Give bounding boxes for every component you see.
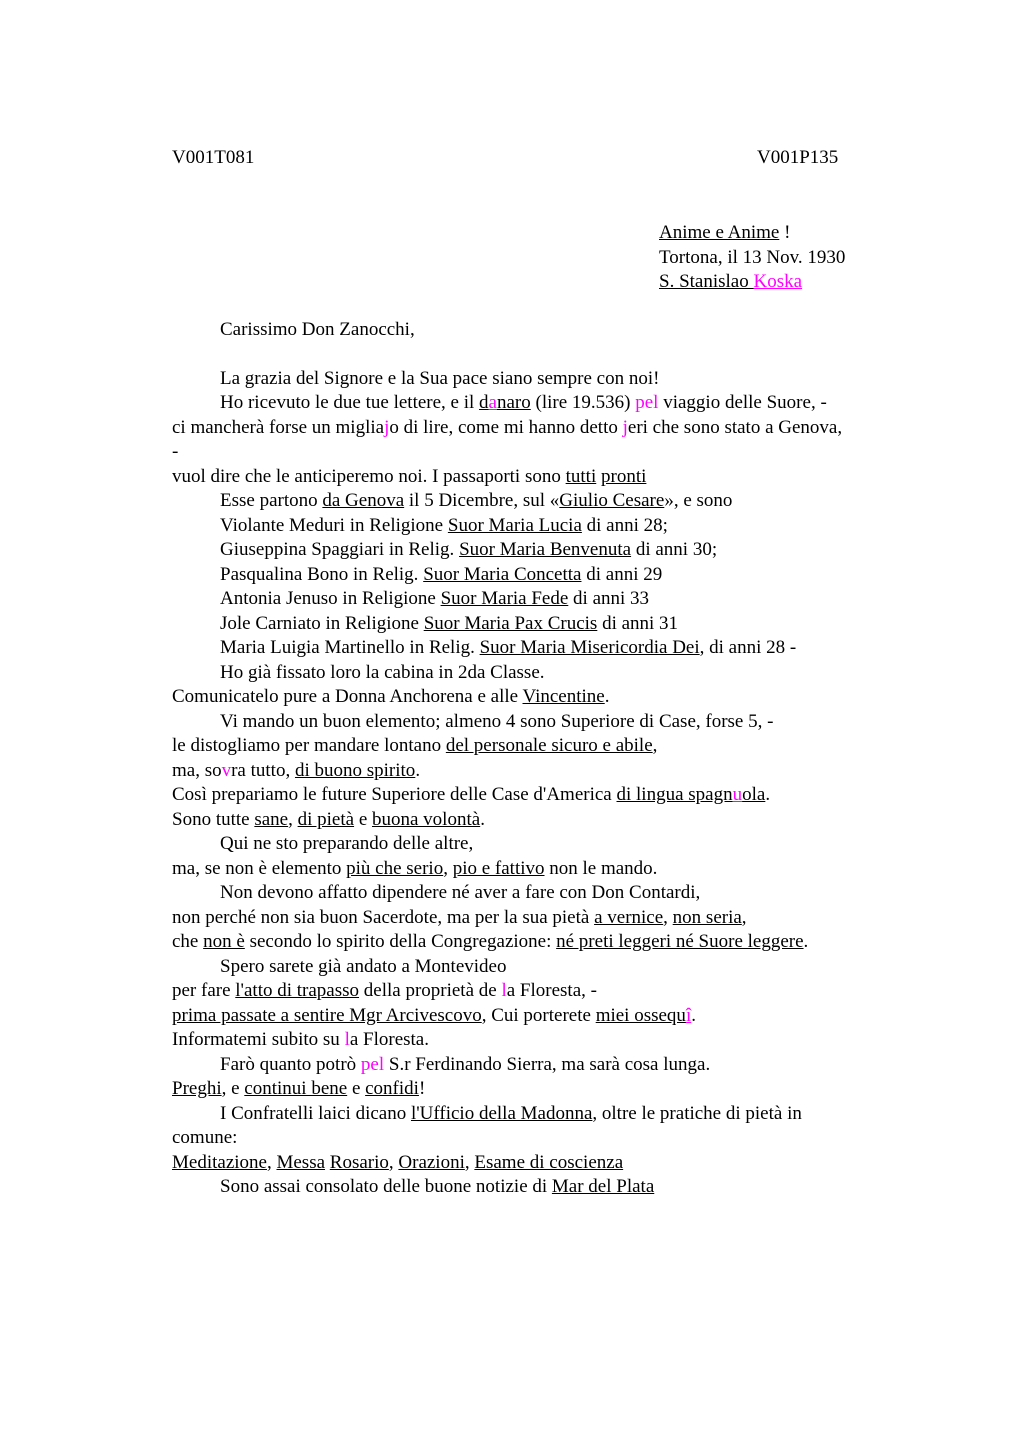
text-segment: o di lire, come mi hanno detto [389,416,623,438]
underlined-text: confidi [365,1078,419,1099]
text-segment: , [288,808,298,830]
text-segment: Comunicatelo pure a Donna Anchorena e alle [172,686,523,707]
letter-line [172,416,932,441]
text-segment: di anni 29 [581,563,663,585]
letter-line [172,661,932,686]
motto-line [659,221,845,246]
underlined-text: di lingua spagn [616,784,733,805]
text-segment: Così prepariamo le future Superiore delle Case d'America [172,784,617,805]
highlighted-text: v [221,759,232,781]
letter-line [172,1175,932,1200]
letter-line [172,930,932,955]
letter-heading [659,221,845,295]
letter-line [172,440,932,465]
motto: Anime e Anime [659,222,780,243]
underlined-text: prima passate a sentire Mgr Arcivescovo [172,1004,482,1026]
text-segment: Giuseppina Spaggiari in Relig. [220,539,460,560]
underlined-text: buona volontà [372,808,481,830]
letter-line [172,514,932,539]
text-segment: non perché non sia buon Sacerdote, ma per la sua pietà [172,906,595,928]
text-segment: , [741,906,747,928]
letter-line [172,1004,932,1029]
underlined-text: Giulio Cesare [559,490,665,511]
text-segment: eri che sono stato a Genova, [627,416,843,438]
underlined-text: a vernice [594,906,664,928]
letter-line [172,465,932,490]
text-segment: Non devono affatto dipendere né aver a fare con Don Contardi, [220,882,701,903]
underlined-text: Meditazione [172,1151,267,1173]
underlined-text: naro [496,392,531,413]
letter-line [172,734,932,759]
letter-body [172,318,932,1200]
text-segment: della proprietà de [359,980,497,1001]
underlined-text: Suor Maria Misericordia Dei [479,637,700,658]
underlined-text: non è [203,931,245,952]
underlined-text: continui bene [244,1078,348,1099]
text-segment: Ho già fissato loro la cabina in 2da Classe. [220,661,545,683]
text-segment: vuol dire che le anticiperemo noi. I passaporti sono [172,465,566,487]
text-segment: e [347,1078,366,1099]
underlined-text: non seria [672,906,742,928]
underlined-text: Suor Maria Concetta [423,563,582,585]
text-segment: , [464,1151,475,1173]
text-segment: a Floresta, - [506,980,597,1001]
text-segment: , [443,857,453,879]
text-segment: Maria Luigia Martinello in Relig. [220,637,480,658]
letter-line [172,636,932,661]
underlined-text: u [732,784,743,805]
text-segment: secondo lo spirito della Congregazione: [244,931,557,952]
saint-name: Koska [753,271,803,292]
underlined-text: pronti [601,465,647,487]
underlined-text: Suor Maria Lucia [447,514,582,536]
underlined-text: î [685,1004,692,1026]
letter-line [172,832,932,857]
text-segment: ma, se non è elemento [172,857,347,879]
letter-line [172,489,932,514]
text-segment: e [354,808,372,830]
text-segment: , e [221,1078,245,1099]
underlined-text: più che serio [346,857,444,879]
letter-line [172,783,932,808]
letter-line [172,710,932,735]
text-segment: Qui ne sto preparando delle altre, [220,833,474,854]
underlined-text: del personale sicuro e abile [445,735,653,756]
text-segment: di anni 33 [568,588,650,609]
text-segment: . [765,784,771,805]
text-segment: Sono tutte [172,808,255,830]
motto-mark: ! [779,222,791,243]
underlined-text: di pietà [297,808,355,830]
letter-line [172,391,932,416]
underlined-text: l'Ufficio della Madonna [410,1102,593,1124]
text-segment: Informatemi subito su [172,1029,345,1050]
underlined-text: miei ossequ [595,1004,686,1026]
text-segment: , di anni 28 - [699,637,797,658]
letter-line [172,367,932,392]
underlined-text: d [479,392,489,413]
place-date: Tortona, il 13 Nov. 1930 [659,246,846,268]
text-segment: Farò quanto potrò [220,1053,361,1075]
underlined-text: Preghi [172,1078,222,1099]
text-segment: che [172,931,204,952]
text-segment: il 5 Dicembre, sul « [404,490,560,511]
text-segment: , Cui porterete [481,1004,596,1026]
text-segment: . [691,1004,696,1026]
highlighted-text: pel [635,392,659,413]
text-segment: di anni 28; [581,514,668,536]
text-segment: Ho ricevuto le due tue lettere, e il [220,392,480,413]
letter-line [172,563,932,588]
text-segment: Sono assai consolato delle buone notizie di [220,1176,552,1197]
text-segment: La grazia del Signore e la Sua pace siano sempre con noi! [220,367,660,389]
underlined-text: pio e fattivo [452,857,545,879]
underlined-text: ola [742,784,766,805]
underlined-text: Rosario [329,1151,389,1173]
letter-line [172,1053,932,1078]
text-segment: , [652,735,658,756]
text-segment: . [604,686,610,707]
underlined-text: Suor Maria Benvenuta [459,539,632,560]
letter-line [172,1126,932,1151]
text-segment: , oltre le pratiche di pietà in [592,1102,802,1124]
text-segment: comune: [172,1127,238,1148]
text-segment: per fare [172,980,236,1001]
text-segment: S.r Ferdinando Sierra, ma sarà cosa lunga. [384,1053,711,1075]
letter-line [172,1028,932,1053]
underlined-text: Vincentine [522,686,605,707]
highlighted-text: l [344,1029,350,1050]
underlined-text: Messa [276,1151,326,1173]
text-segment: ci mancherà forse un miglia [172,416,385,438]
text-segment: Spero sarete già andato a Montevideo [220,955,507,977]
saint-line [659,270,845,295]
text-segment: Antonia Jenuso in Religione [220,588,441,609]
document-code: V001T081 [172,147,255,168]
underlined-text: Esame di coscienza [474,1151,624,1173]
text-segment: di anni 31 [597,612,679,634]
letter-line [172,318,932,343]
letter-line [172,881,932,906]
text-segment: , [663,906,673,928]
underlined-text: né preti leggeri né Suore leggere [556,931,804,952]
letter-line [172,1077,932,1102]
text-segment: Jole Carniato in Religione [220,612,424,634]
text-segment: . [803,931,809,952]
letter-line [172,979,932,1004]
text-segment: . [480,808,485,830]
paragraph-gap [172,343,932,367]
letter-line [172,808,932,833]
text-segment: Pasqualina Bono in Relig. [220,563,424,585]
text-segment: Carissimo Don Zanocchi, [220,319,415,340]
underlined-text: Suor Maria Pax Crucis [423,612,598,634]
underlined-text: a [488,392,497,413]
text-segment: (lire 19.536) [530,392,636,413]
letter-line [172,906,932,931]
underlined-text: Suor Maria Fede [440,588,569,609]
underlined-text: tutti [565,465,597,487]
text-segment: . [415,759,421,781]
text-segment: viaggio delle Suore, - [658,392,827,413]
highlighted-text: pel [360,1053,385,1075]
text-segment: , [266,1151,277,1173]
letter-line [172,685,932,710]
letter-line [172,1102,932,1127]
underlined-text: l'atto di trapasso [235,980,360,1001]
text-segment: le distogliamo per mandare lontano [172,735,446,756]
text-segment: Violante Meduri in Religione [220,514,448,536]
letter-line [172,587,932,612]
text-segment: - [172,441,179,462]
page-code: V001P135 [757,147,839,168]
text-segment: non le mando. [544,857,658,879]
highlighted-text: l [496,980,507,1001]
underlined-text: Mar del Plata [551,1176,655,1197]
letter-line [172,538,932,563]
text-segment: », e sono [664,490,733,511]
letter-line [172,955,932,980]
text-segment: Vi mando un buon elemento; almeno 4 sono Superiore di Case, forse 5, - [220,710,774,732]
text-segment: a Floresta. [349,1029,429,1050]
underlined-text: da Genova [322,490,405,511]
letter-line [172,857,932,882]
highlighted-text: j [622,416,628,438]
underlined-text: sane [254,808,289,830]
text-segment: ma, so [172,759,222,781]
underlined-text: Orazioni [398,1151,465,1173]
text-segment: di anni 30; [631,539,718,560]
letter-line [172,612,932,637]
letter-line [172,1151,932,1176]
text-segment: ! [418,1078,426,1099]
text-segment: , [388,1151,399,1173]
text-segment: I Confratelli laici dicano [220,1102,411,1124]
letter-line [172,759,932,784]
text-segment: Esse partono [220,490,323,511]
underlined-text: di buono spirito [294,759,416,781]
saint-prefix: S. Stanislao [659,271,754,292]
highlighted-text: j [384,416,390,438]
text-segment: ra tutto, [231,759,295,781]
